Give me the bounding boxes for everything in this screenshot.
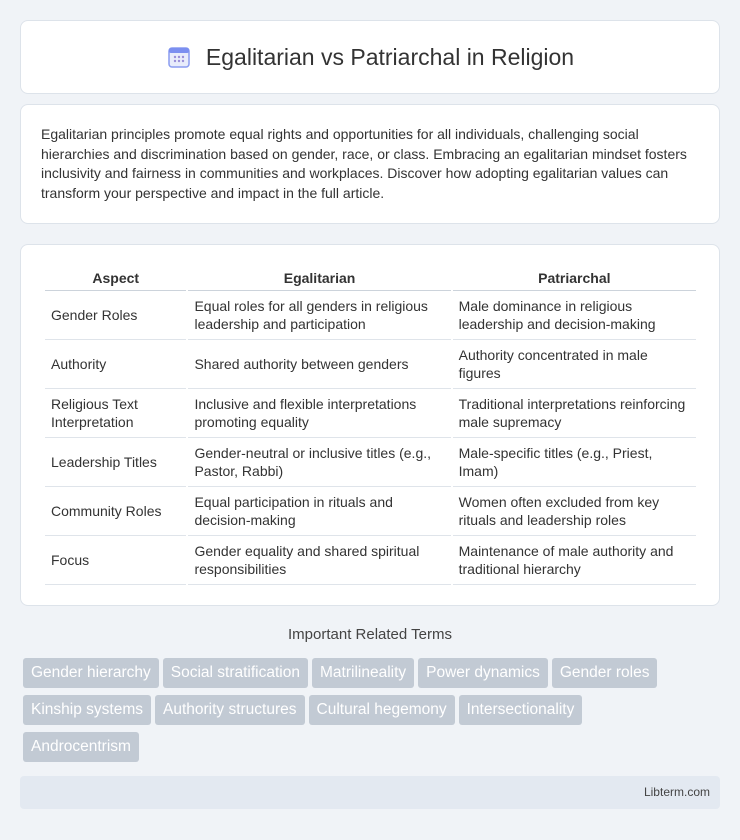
- header-card: [20, 20, 720, 94]
- header-aspect: Aspect: [45, 265, 186, 291]
- cell-egalitarian: Equal roles for all genders in religious leadership and participation: [188, 291, 450, 340]
- related-terms-list: [23, 658, 723, 769]
- table-row: [45, 438, 696, 487]
- table-row: [45, 487, 696, 536]
- intro-text: Egalitarian principles promote equal rights and opportunities for all individuals, challenging social hierarchies and discrimination based on gender, race, or class. Embracing an egalitarian mindset fosters inclusivity and fairness in communities and workplaces. Discover how adopting egalitarian values can transform your perspective and impact in the full article.: [41, 126, 687, 201]
- cell-patriarchal: Maintenance of male authority and traditional hierarchy: [453, 536, 696, 585]
- related-term-tag[interactable]: Kinship systems: [23, 695, 151, 725]
- footer-site-link[interactable]: Libterm.com: [643, 785, 710, 799]
- comparison-table: [43, 265, 698, 585]
- calendar-icon: [166, 44, 192, 70]
- cell-aspect: Leadership Titles: [45, 438, 186, 487]
- cell-aspect: Focus: [45, 536, 186, 585]
- related-term-tag[interactable]: Social stratification: [163, 658, 308, 688]
- cell-patriarchal: Traditional interpretations reinforcing male supremacy: [453, 389, 696, 438]
- related-term-tag[interactable]: Gender hierarchy: [23, 658, 159, 688]
- related-term-tag[interactable]: Androcentrism: [23, 732, 139, 762]
- cell-aspect: Community Roles: [45, 487, 186, 536]
- cell-egalitarian: Equal participation in rituals and decision-making: [188, 487, 450, 536]
- related-term-tag[interactable]: Gender roles: [552, 658, 658, 688]
- footer: [20, 776, 720, 809]
- related-term-tag[interactable]: Authority structures: [155, 695, 305, 725]
- related-term-tag[interactable]: Power dynamics: [418, 658, 548, 688]
- cell-egalitarian: Shared authority between genders: [188, 340, 450, 389]
- related-term-tag[interactable]: Intersectionality: [459, 695, 583, 725]
- table-header-row: [45, 265, 696, 291]
- cell-patriarchal: Male-specific titles (e.g., Priest, Imam): [453, 438, 696, 487]
- cell-aspect: Authority: [45, 340, 186, 389]
- comparison-table-card: [20, 244, 720, 606]
- table-row: [45, 536, 696, 585]
- cell-egalitarian: Gender-neutral or inclusive titles (e.g., Pastor, Rabbi): [188, 438, 450, 487]
- page-title: Egalitarian vs Patriarchal in Religion: [205, 43, 575, 70]
- header-patriarchal: Patriarchal: [453, 265, 696, 291]
- related-terms-title: Important Related Terms: [288, 626, 452, 643]
- cell-aspect: Gender Roles: [45, 291, 186, 340]
- cell-aspect: Religious Text Interpretation: [45, 389, 186, 438]
- table-row: [45, 340, 696, 389]
- intro-card: [20, 104, 720, 224]
- cell-patriarchal: Male dominance in religious leadership and decision-making: [453, 291, 696, 340]
- header-egalitarian: Egalitarian: [188, 265, 450, 291]
- cell-egalitarian: Inclusive and flexible interpretations promoting equality: [188, 389, 450, 438]
- related-term-tag[interactable]: Cultural hegemony: [309, 695, 455, 725]
- cell-patriarchal: Authority concentrated in male figures: [453, 340, 696, 389]
- table-row: [45, 389, 696, 438]
- cell-egalitarian: Gender equality and shared spiritual responsibilities: [188, 536, 450, 585]
- related-term-tag[interactable]: Matrilineality: [312, 658, 414, 688]
- table-row: [45, 291, 696, 340]
- cell-patriarchal: Women often excluded from key rituals and leadership roles: [453, 487, 696, 536]
